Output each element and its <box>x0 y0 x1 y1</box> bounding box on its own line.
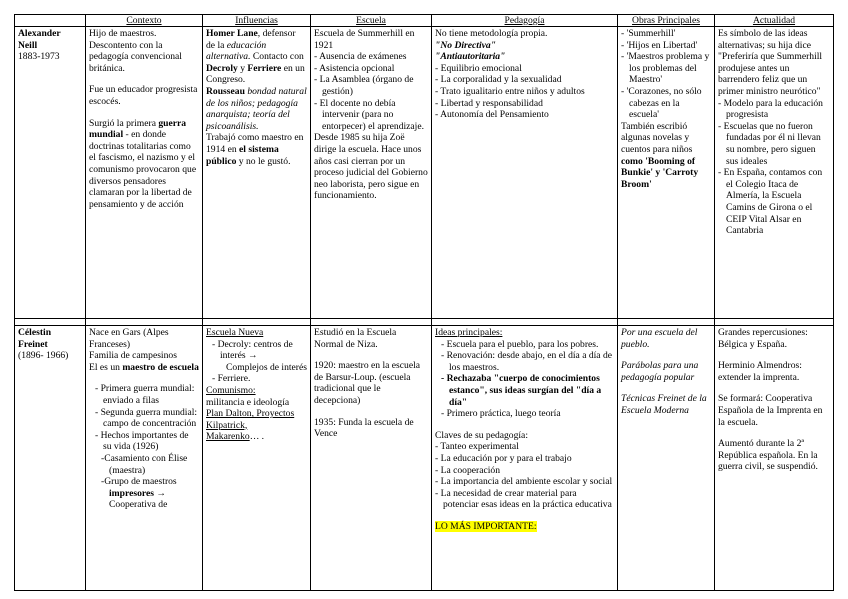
contexto-p3-pre: El es un <box>89 361 123 373</box>
cell-actualidad <box>715 326 834 591</box>
list-item: - Primero práctica, luego teoría <box>441 408 561 420</box>
obra-3: Técnicas Freinet de la Escuela Moderna <box>621 393 707 416</box>
influencia-ferriere: Ferriere <box>247 62 282 74</box>
list-item: - El docente no debía intervenir (para no entorpecer) el aprendizaje. <box>314 97 424 132</box>
list-item: - Renovación: desde abajo, en el día a día de los maestros. <box>441 350 613 373</box>
list-item: - 'Maestros problema y los problemas del Maestro' <box>621 51 710 86</box>
cell-obras <box>618 326 715 591</box>
obras-outro-pre: También escribió algunas novelas y cuentos para niños <box>621 120 693 155</box>
influencia-a-ital: educación alternativa. <box>206 39 267 63</box>
influencia-makarenko-line <box>206 431 307 443</box>
cell-escuela <box>311 326 432 591</box>
author-name-line1: Alexander <box>18 28 61 39</box>
obras-outro <box>621 121 711 191</box>
escuela-p3: 1935: Funda la escuela de Vence <box>314 416 414 440</box>
cell-actualidad <box>715 27 834 319</box>
cell-pedagogia <box>432 27 618 319</box>
cell-pedagogia <box>432 326 618 591</box>
influencia-sistema <box>206 132 307 167</box>
actualidad-p2: Herminio Almendros: extender la imprenta. <box>718 360 802 383</box>
cell-contexto <box>86 326 203 591</box>
header-pedagogia: Pedagogía <box>432 15 618 27</box>
influencia-d-post: y no le gustó. <box>236 155 291 167</box>
list-item: - Trato igualitario entre niños y adultos <box>435 85 585 97</box>
influencia-decroly-2: Complejos de interés <box>226 361 307 373</box>
influencia-homer-lane: Homer Lane <box>206 28 258 39</box>
list-item: - 'Summerhill' <box>621 28 676 39</box>
list-item: - La Asamblea (órgano de gestión) <box>314 74 414 97</box>
list-item: - Escuelas que no fueron fundadas por él ni llevan su nombre, pero siguen sus ideales <box>718 120 821 167</box>
list-item: - Autonomía del Pensamiento <box>435 109 549 121</box>
author-dates: (1896- 1966) <box>18 350 69 362</box>
header-influencias: Influencias <box>203 15 311 27</box>
list-item: -Casamiento con Élise (maestra) <box>101 452 188 476</box>
influencia-ferriere: - Ferriere. <box>212 373 251 385</box>
contexto-p3-post: - en donde doctrinas totalitarias como el fascismo, el nazismo y el comunismo provocaron que diversos pensadores clamaran por la libertad de pensamiento y de acción <box>89 129 197 210</box>
comparison-table <box>14 14 834 591</box>
influencia-d-pre: Trabajó como maestro en 1914 en <box>206 132 304 155</box>
header-actualidad: Actualidad <box>715 15 834 27</box>
actualidad-p4: Aumentó durante la 2ª República española. En la guerra civil, se suspendió. <box>718 438 818 473</box>
pedagogia-claves-heading: Claves de su pedagogía: <box>435 429 528 441</box>
list-item: - En España, contamos con el Colegio Itaca de Almería, la Escuela Camins de Girona o el CEIP Vital Alsar en Cantabria <box>718 167 823 237</box>
list-item: - Tanteo experimental <box>435 441 519 453</box>
author-name-line1: Célestin <box>18 327 52 338</box>
contexto-p1: Nace en Gars (Alpes Franceses) <box>89 327 169 350</box>
influencia-rousseau-name: Rousseau <box>206 85 245 97</box>
pedagogia-quote-2: "Antiautoritaria" <box>435 51 506 63</box>
influencia-makarenko: Makarenko <box>206 431 250 443</box>
list-item: - Hechos importantes de su vida (1926) <box>95 429 189 453</box>
influencia-comunismo: Comunismo: <box>206 384 256 396</box>
table-row-freinet <box>15 326 834 591</box>
list-item: - Ausencia de exámenes <box>314 51 407 63</box>
header-row <box>15 15 834 27</box>
author-name-line2: Neill <box>18 39 38 51</box>
influencia-comunismo-desc: militancia e ideología <box>206 396 290 408</box>
pedagogia-intro: No tiene metodología propia. <box>435 28 548 39</box>
contexto-sub-bold: impresores → <box>109 487 166 499</box>
contexto-p2: Fue un educador progresista escocés. <box>89 84 198 107</box>
list-item: - 'Corazones, no sólo cabezas en la escuela' <box>621 85 702 121</box>
influencia-d-bold: el sistema público <box>206 143 279 167</box>
cell-name <box>15 27 86 319</box>
list-item: - Primera guerra mundial: enviado a filas <box>95 383 195 406</box>
pedagogia-quote-1: "No Directiva" <box>435 39 497 51</box>
cell-influencias <box>203 326 311 591</box>
list-item: - La corporalidad y la sexualidad <box>435 74 562 86</box>
escuela-p1: Estudió en la Escuela Normal de Niza. <box>314 327 397 350</box>
author-name-line2: Freinet <box>18 338 48 350</box>
influencia-b-mid: y <box>237 62 248 74</box>
list-item: - La cooperación <box>435 464 500 476</box>
contexto-p3-pre: Surgió la primera <box>89 117 159 129</box>
list-item: - Modelo para la educación progresista <box>718 97 823 121</box>
list-item: -Grupo de maestros <box>101 476 177 488</box>
cell-influencias <box>203 27 311 319</box>
actualidad-intro: Es símbolo de las ideas alternativas; su hija dice "Preferiría que Summerhill produjese antes un barrendero feliz que un primer ministro neurótico" <box>718 28 823 97</box>
cell-escuela <box>311 27 432 319</box>
influencia-b-pre: Contacto con <box>250 51 304 63</box>
highlighted-text: LO MÁS IMPORTANTE: <box>435 520 537 532</box>
actualidad-p1: Grandes repercusiones: Bélgica y España. <box>718 327 808 350</box>
header-escuela: Escuela <box>311 15 432 27</box>
influencia-rousseau <box>206 86 307 132</box>
cell-obras <box>618 27 715 319</box>
influencia-escuela-nueva: Escuela Nueva <box>206 327 264 338</box>
contexto-p3 <box>89 118 199 211</box>
table-row-neill <box>15 27 834 319</box>
obra-2: Parábolas para una pedagogía popular <box>621 360 699 383</box>
list-item: - Segunda guerra mundial: campo de concentración <box>95 406 198 430</box>
list-item: - La educación por y para el trabajo <box>435 452 572 464</box>
actualidad-p3: Se formará: Cooperativa Española de la Imprenta en la escuela. <box>718 393 823 428</box>
contexto-p2: Familia de campesinos <box>89 350 177 362</box>
influencia-decroly: - Decroly: centros de interés → <box>212 338 293 362</box>
list-item: - La importancia del ambiente escolar y social <box>435 476 613 488</box>
list-item: - Rechazaba "cuerpo de conocimientos estanco", sus ideas surgían del "día a día" <box>441 373 602 408</box>
contexto-p1: Hijo de maestros. Descontento con la pedagogía convencional británica. <box>89 28 182 74</box>
list-item: - Escuela para el pueblo, para los pobres. <box>441 338 599 350</box>
header-obras: Obras Principales <box>618 15 715 27</box>
contexto-p3-bold: maestro de escuela <box>122 361 199 373</box>
influencia-b-post: en un Congreso. <box>206 62 305 86</box>
list-item: - Libertad y responsabilidad <box>435 97 543 109</box>
pedagogia-ideas-heading: Ideas principales: <box>435 327 503 338</box>
spacer-row <box>15 319 834 326</box>
list-item: - Asistencia opcional <box>314 62 395 74</box>
escuela-p2: 1920: maestro en la escuela de Barsur-Loup. (escuela tradicional que le decepciona) <box>314 360 421 406</box>
obra-1: Por una escuela del pueblo. <box>621 327 698 350</box>
escuela-outro: Desde 1985 su hija Zoë dirige la escuela. Hace unos años casi cierran por un proceso judicial del Gobierno neo laborista, pero sigue en funcionamiento. <box>314 132 428 202</box>
influencia-makarenko-tail: … . <box>249 431 265 443</box>
list-item: - La necesidad de crear material para potenciar esas ideas en la práctica educativa <box>435 487 612 511</box>
influencia-decroly: Decroly <box>206 62 238 74</box>
influencia-plan-dalton: Plan Dalton, Proyectos Kilpatrick, <box>206 408 295 431</box>
contexto-p3-bold: guerra mundial <box>89 117 187 141</box>
influencia-rousseau-desc: bondad natural de los niños; pedagogía anarquista; teoría del psicoanálisis. <box>206 85 307 132</box>
cell-contexto <box>86 27 203 319</box>
list-item: - 'Hijos en Libertad' <box>621 39 698 51</box>
header-name-col <box>15 15 86 27</box>
cell-name <box>15 326 86 591</box>
author-dates: 1883-1973 <box>18 51 60 63</box>
contexto-sub-last: Cooperativa de <box>109 499 168 511</box>
obras-outro-bold: como 'Booming of Bunkie' y 'Carroty Broom' <box>621 155 699 190</box>
influencia-a-rest: , defensor de la <box>206 28 296 51</box>
escuela-intro: Escuela de Summerhill en 1921 <box>314 28 415 51</box>
contexto-p3 <box>89 362 199 374</box>
header-contexto: Contexto <box>86 15 203 27</box>
list-item: - Equilibrio emocional <box>435 62 522 74</box>
